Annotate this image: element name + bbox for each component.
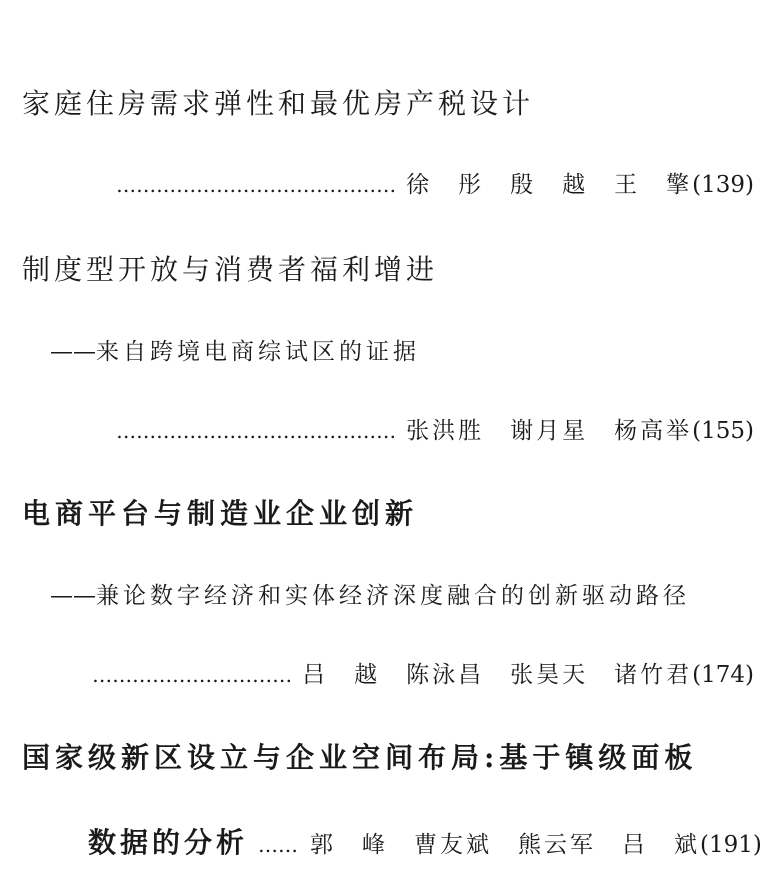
entry-3-title: 电商平台与制造业企业创新	[22, 497, 419, 530]
entry-3-byline	[92, 664, 754, 687]
entry-3-page: (174)	[692, 662, 754, 688]
leader-dots: ……………………………………	[116, 173, 397, 197]
leader-dots: ……………………………………	[116, 419, 397, 443]
entry-3-subtitle	[50, 585, 690, 608]
entry-1-title: 家庭住房需求弹性和最优房产税设计	[22, 87, 535, 120]
entry-2-subtitle-text: 来自跨境电商综试区的证据	[96, 339, 420, 365]
entry-2-authors: 张洪胜 谢月星 杨高举	[406, 418, 693, 444]
entry-3-subtitle-text: 兼论数字经济和实体经济深度融合的创新驱动路径	[96, 583, 690, 609]
leader-dots: …………………………	[92, 663, 293, 687]
entry-2-subtitle	[50, 341, 420, 364]
entry-3-authors: 吕 越 陈泳昌 张昊天 诸竹君	[302, 662, 693, 688]
entry-1-page: (139)	[692, 172, 754, 198]
leader-dots: ……	[258, 833, 299, 857]
entry-1-authors: 徐 彤 殷 越 王 擎	[406, 172, 693, 198]
entry-1-byline	[116, 174, 754, 197]
entry-4-title-continuation: 数据的分析	[88, 826, 249, 859]
entry-4-page: (191)	[700, 832, 762, 858]
entry-4-authors: 郭 峰 曹友斌 熊云军 吕 斌	[310, 832, 701, 858]
subtitle-dash: ——	[50, 339, 96, 365]
entry-2-title: 制度型开放与消费者福利增进	[22, 253, 439, 286]
subtitle-dash: ——	[50, 583, 96, 609]
entry-4-title: 国家级新区设立与企业空间布局:基于镇级面板	[22, 741, 698, 774]
entry-2-byline	[116, 420, 754, 443]
entry-4-continuation	[88, 826, 762, 859]
entry-2-page: (155)	[692, 418, 754, 444]
